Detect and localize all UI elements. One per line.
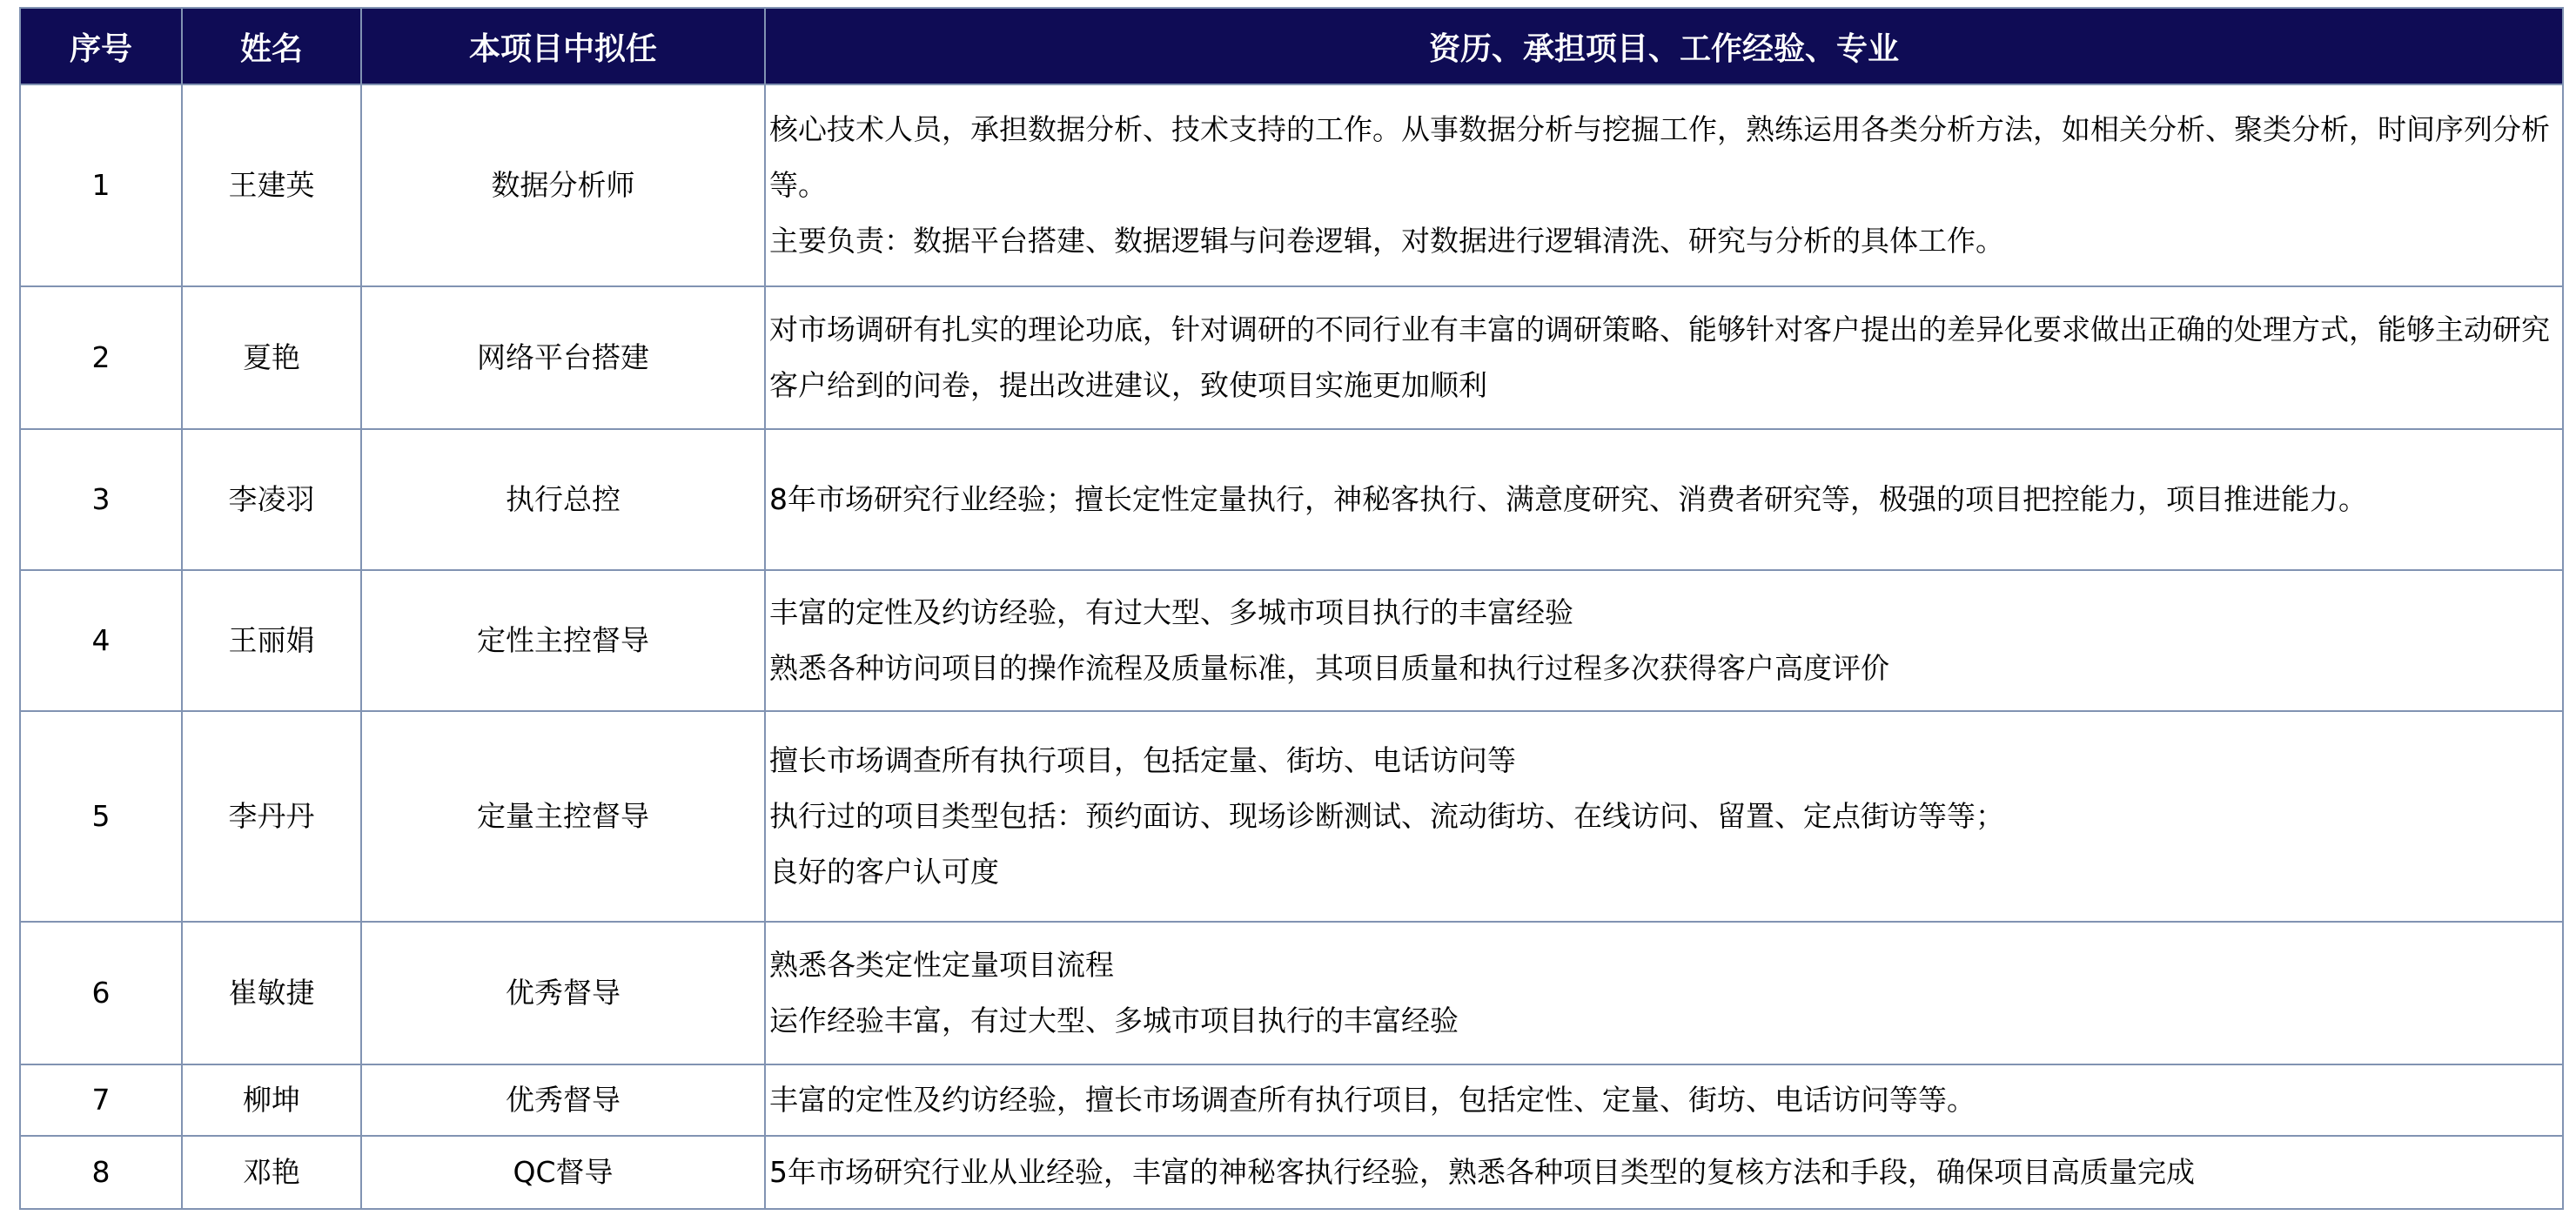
cell-role: 数据分析师 [361,84,765,286]
cell-no: 4 [20,570,182,711]
description-line: 丰富的定性及约访经验，有过大型、多城市项目执行的丰富经验 [769,595,1573,629]
cell-description [765,286,2563,429]
table-row [20,570,2563,711]
cell-name: 李丹丹 [182,711,361,922]
cell-role: 优秀督导 [361,1064,765,1136]
cell-name: 柳坤 [182,1064,361,1136]
cell-name: 李凌羽 [182,429,361,570]
cell-name: 王建英 [182,84,361,286]
cell-description [765,84,2563,286]
cell-role: 优秀督导 [361,922,765,1064]
header-row [20,8,2563,84]
cell-role: 网络平台搭建 [361,286,765,429]
header-cell-description: 资历、承担项目、工作经验、专业 [765,8,2563,84]
cell-no: 6 [20,922,182,1064]
description-line: 主要负责：数据平台搭建、数据逻辑与问卷逻辑，对数据进行逻辑清洗、研究与分析的具体工作。 [769,224,2004,258]
cell-no: 7 [20,1064,182,1136]
cell-no: 5 [20,711,182,922]
staff-table [19,7,2564,1210]
table-row [20,922,2563,1064]
table-body [20,84,2563,1209]
cell-no: 3 [20,429,182,570]
table-row [20,429,2563,570]
table-row [20,1136,2563,1209]
description-line: 对市场调研有扎实的理论功底，针对调研的不同行业有丰富的调研策略、能够针对客户提出的差异化要求做出正确的处理方式，能够主动研究客户给到的问卷，提出改进建议，致使项目实施更加顺利 [769,312,2550,402]
cell-role: QC督导 [361,1136,765,1209]
cell-no: 1 [20,84,182,286]
cell-description [765,711,2563,922]
table-row [20,711,2563,922]
cell-name: 王丽娟 [182,570,361,711]
table-row [20,286,2563,429]
description-line: 执行过的项目类型包括：预约面访、现场诊断测试、流动街坊、在线访问、留置、定点街访等等； [769,799,2004,833]
cell-description [765,1064,2563,1136]
cell-name: 邓艳 [182,1136,361,1209]
cell-name: 夏艳 [182,286,361,429]
table-header [20,8,2563,84]
table-row [20,84,2563,286]
header-cell-name: 姓名 [182,8,361,84]
description-line: 8年市场研究行业经验；擅长定性定量执行，神秘客执行、满意度研究、消费者研究等，极强的项目把控能力，项目推进能力。 [769,482,2367,516]
header-cell-role: 本项目中拟任 [361,8,765,84]
description-line: 核心技术人员，承担数据分析、技术支持的工作。从事数据分析与挖掘工作，熟练运用各类分析方法，如相关分析、聚类分析，时间序列分析等。 [769,112,2550,202]
description-line: 丰富的定性及约访经验，擅长市场调查所有执行项目，包括定性、定量、街坊、电话访问等等。 [769,1083,1976,1117]
cell-description [765,1136,2563,1209]
cell-role: 定性主控督导 [361,570,765,711]
table-row [20,1064,2563,1136]
cell-description [765,570,2563,711]
cell-name: 崔敏捷 [182,922,361,1064]
cell-no: 2 [20,286,182,429]
description-line: 良好的客户认可度 [769,855,999,889]
description-line: 熟悉各类定性定量项目流程 [769,948,1114,982]
header-cell-no: 序号 [20,8,182,84]
cell-description [765,429,2563,570]
cell-description [765,922,2563,1064]
description-line: 运作经验丰富，有过大型、多城市项目执行的丰富经验 [769,1004,1459,1037]
cell-no: 8 [20,1136,182,1209]
cell-role: 定量主控督导 [361,711,765,922]
description-line: 擅长市场调查所有执行项目，包括定量、街坊、电话访问等 [769,743,1516,777]
description-line: 熟悉各种访问项目的操作流程及质量标准，其项目质量和执行过程多次获得客户高度评价 [769,651,1889,685]
cell-role: 执行总控 [361,429,765,570]
description-line: 5年市场研究行业从业经验，丰富的神秘客执行经验，熟悉各种项目类型的复核方法和手段，确保项目高质量完成 [769,1155,2195,1189]
